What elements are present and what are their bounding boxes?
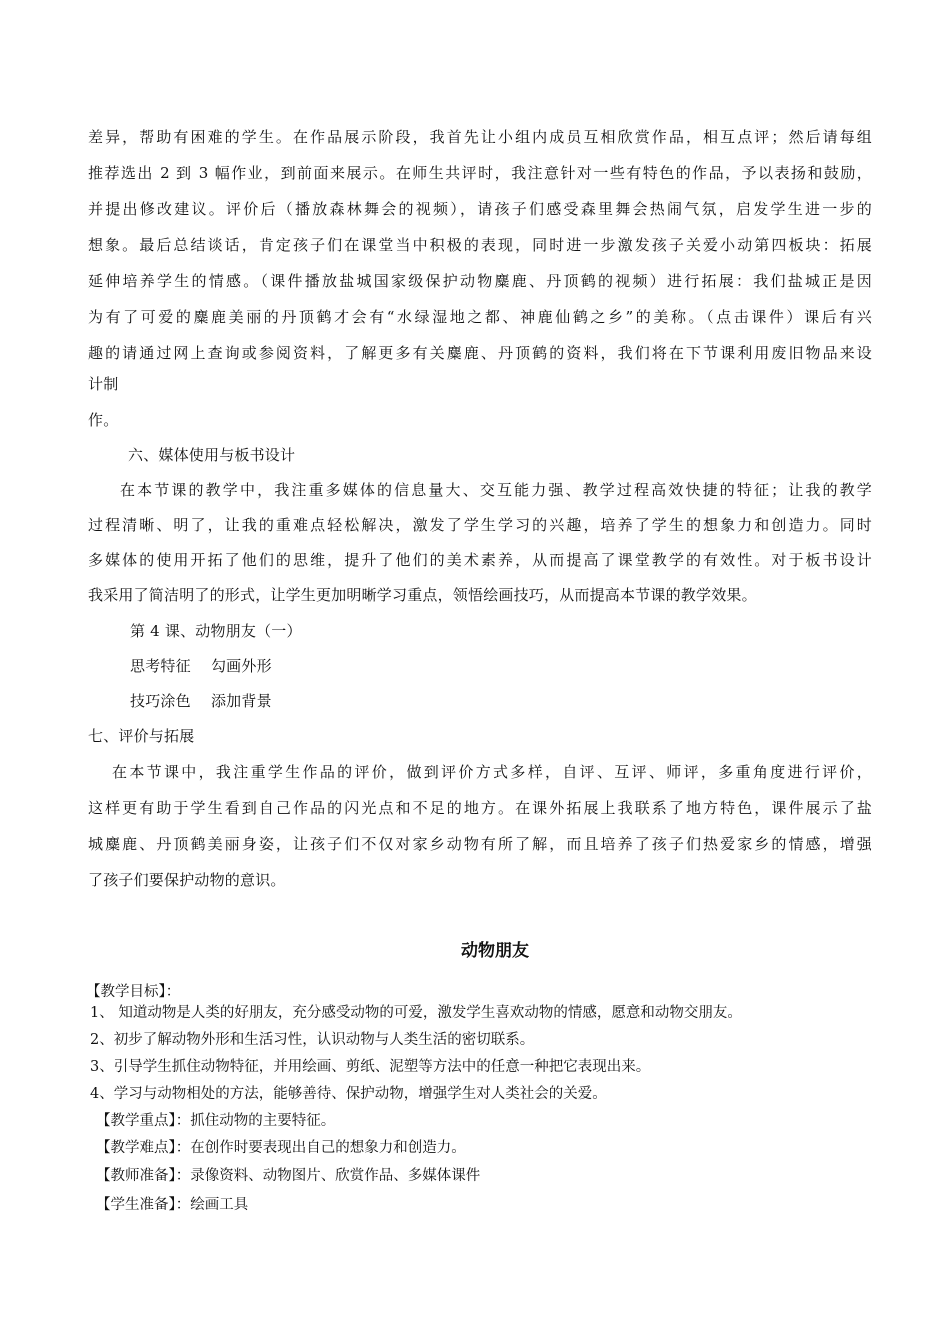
paragraph-line: 过程清晰、明了，让我的重难点轻松解决，激发了学生学习的兴趣，培养了学生的想象力和创造力。同时 xyxy=(88,516,872,534)
paragraph-line: 为有了可爱的麋鹿美丽的丹顶鹤才会有“水绿湿地之都、神鹿仙鹤之乡”的美称。（点击课件）课后有兴 xyxy=(88,308,872,326)
paragraph-line: 推荐选出 2 到 3 幅作业，到前面来展示。在师生共评时，我注意针对一些有特色的作品，予以表扬和鼓励， xyxy=(88,164,872,182)
paragraph-line: 这样更有助于学生看到自己作品的闪光点和不足的地方。在课外拓展上我联系了地方特色，课件展示了盐 xyxy=(88,799,872,817)
paragraph-line: 差异，帮助有困难的学生。在作品展示阶段，我首先让小组内成员互相欣赏作品，相互点评；然后请每组 xyxy=(88,128,872,146)
objective-item: 4、学习与动物相处的方法，能够善待、保护动物，增强学生对人类社会的关爱。 xyxy=(90,1086,607,1102)
student-prep-label: 【学生准备】： xyxy=(96,1197,191,1213)
paragraph-line: 城麋鹿、丹顶鹤美丽身姿，让孩子们不仅对家乡动物有所了解，而且培养了孩子们热爱家乡的情感，增强 xyxy=(88,835,872,853)
paragraph-line: 在本节课中，我注重学生作品的评价，做到评价方式多样，自评、互评、师评，多重角度进行评价， xyxy=(112,763,872,781)
paragraph-line: 并提出修改建议。评价后（播放森林舞会的视频），请孩子们感受森里舞会热闹气氛，启发学生进一步的 xyxy=(88,200,872,218)
paragraph-line: 想象。最后总结谈话，肯定孩子们在课堂当中积极的表现，同时进一步激发孩子关爱小动第四板块：拓展 xyxy=(88,236,872,254)
paragraph-line: 趣的请通过网上查询或参阅资料，了解更多有关麋鹿、丹顶鹤的资料，我们将在下节课利用废旧物品来设 xyxy=(88,344,872,362)
paragraph-line: 多媒体的使用开拓了他们的思维，提升了他们的美术素养，从而提高了课堂教学的有效性。对于板书设计 xyxy=(88,551,872,569)
key-point-label: 【教学重点】： xyxy=(96,1113,191,1129)
teacher-prep-row xyxy=(96,1166,480,1186)
objective-item: 1、 知道动物是人类的好朋友，充分感受动物的可爱，激发学生喜欢动物的情感，愿意和动物交朋友。 xyxy=(90,1005,742,1021)
paragraph-line: 在本节课的教学中，我注重多媒体的信息量大、交互能力强、教学过程高效快捷的特征；让我的教学 xyxy=(120,481,872,499)
board-row: 思考特征 勾画外形 xyxy=(130,657,272,675)
key-point-value: 抓住动物的主要特征。 xyxy=(190,1113,336,1129)
lesson-title: 动物朋友 xyxy=(461,941,529,961)
section-heading-evaluation: 七、评价与拓展 xyxy=(88,727,195,745)
paragraph-line: 我采用了简洁明了的形式，让学生更加明晰学习重点，领悟绘画技巧，从而提高本节课的教学效果。 xyxy=(88,586,757,604)
teacher-prep-label: 【教师准备】： xyxy=(96,1168,191,1184)
student-prep-row xyxy=(96,1195,248,1215)
objective-item: 2、初步了解动物外形和生活习性，认识动物与人类生活的密切联系。 xyxy=(90,1032,535,1048)
key-point-row xyxy=(96,1111,335,1131)
paragraph-line: 延伸培养学生的情感。（课件播放盐城国家级保护动物麋鹿、丹顶鹤的视频）进行拓展：我们盐城正是因 xyxy=(88,272,872,290)
objectives-label: 【教学目标】： xyxy=(86,984,181,1000)
board-row: 技巧涂色 添加背景 xyxy=(130,692,272,710)
difficulty-row xyxy=(96,1138,466,1158)
student-prep-value: 绘画工具 xyxy=(190,1197,249,1213)
objective-item: 3、引导学生抓住动物特征，并用绘画、剪纸、泥塑等方法中的任意一种把它表现出来。 xyxy=(90,1059,651,1075)
paragraph-line: 作。 xyxy=(88,411,119,429)
paragraph-line: 计制 xyxy=(88,375,119,393)
teacher-prep-value: 录像资料、动物图片、欣赏作品、多媒体课件 xyxy=(190,1168,481,1184)
board-title: 第 4 课、动物朋友（一） xyxy=(130,622,302,640)
difficulty-label: 【教学难点】： xyxy=(96,1140,191,1156)
section-heading-media: 六、媒体使用与板书设计 xyxy=(128,446,296,464)
difficulty-value: 在创作时要表现出自己的想象力和创造力。 xyxy=(190,1140,466,1156)
paragraph-line: 了孩子们要保护动物的意识。 xyxy=(88,871,286,889)
